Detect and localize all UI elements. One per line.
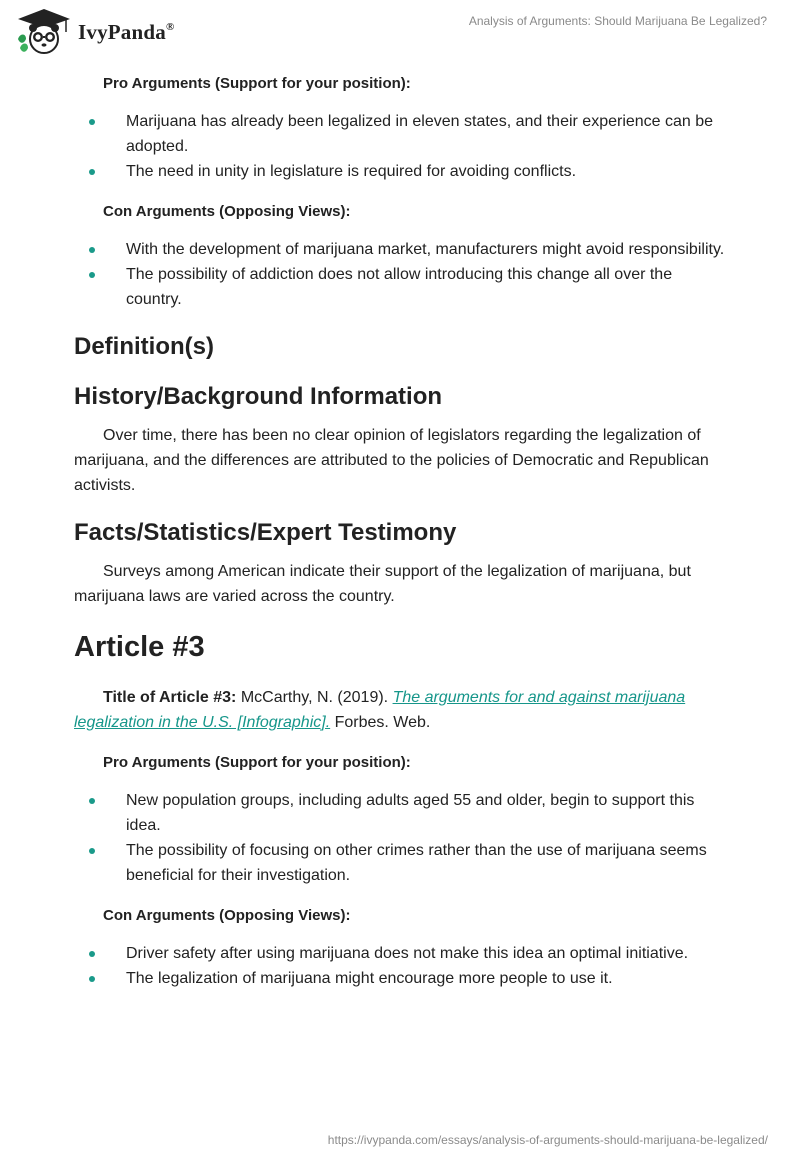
citation-tail: Forbes. Web. bbox=[330, 714, 431, 731]
document-title: Analysis of Arguments: Should Marijuana Be Legalized? bbox=[468, 14, 767, 28]
pro-arguments-heading: Pro Arguments (Support for your position): bbox=[103, 754, 411, 771]
panda-graduate-icon bbox=[14, 6, 74, 56]
bullet-icon bbox=[89, 169, 95, 175]
con-arguments-heading: Con Arguments (Opposing Views): bbox=[103, 907, 351, 924]
bullet-icon bbox=[89, 976, 95, 982]
history-heading: History/Background Information bbox=[74, 383, 443, 410]
list-item: New population groups, including adults aged 55 and older, begin to support this idea. bbox=[74, 788, 726, 838]
bullet-icon bbox=[89, 798, 95, 804]
list-item: The possibility of addiction does not allow introducing this change all over the country. bbox=[74, 262, 726, 312]
bullet-icon bbox=[89, 247, 95, 253]
history-paragraph: Over time, there has been no clear opinion of legislators regarding the legalization of marijuana, and the differences are attributed to the policies of Democratic and Republican activists. bbox=[74, 427, 709, 494]
brand-name: IvyPanda® bbox=[78, 19, 175, 44]
essay-content bbox=[74, 74, 726, 1006]
list-item: Marijuana has already been legalized in eleven states, and their experience can be adopted. bbox=[74, 109, 726, 159]
list-item: With the development of marijuana market, manufacturers might avoid responsibility. bbox=[74, 237, 726, 262]
citation-link[interactable]: The arguments for and against marijuana legalization in the U.S. [Infographic]. bbox=[74, 689, 686, 731]
facts-heading: Facts/Statistics/Expert Testimony bbox=[74, 519, 457, 546]
pro-arguments-list bbox=[74, 788, 726, 888]
citation-label: Title of Article #3: bbox=[103, 689, 237, 706]
con-arguments-list bbox=[74, 941, 726, 991]
bullet-icon bbox=[89, 119, 95, 125]
bullet-icon bbox=[89, 951, 95, 957]
con-arguments-list bbox=[74, 237, 726, 312]
article-citation bbox=[74, 685, 726, 735]
article-3-heading: Article #3 bbox=[74, 631, 205, 663]
brand-logo[interactable] bbox=[14, 6, 174, 56]
list-item: The possibility of focusing on other crimes rather than the use of marijuana seems beneficial for their investigation. bbox=[74, 838, 726, 888]
pro-arguments-list bbox=[74, 109, 726, 184]
bullet-icon bbox=[89, 848, 95, 854]
facts-paragraph: Surveys among American indicate their support of the legalization of marijuana, but marijuana laws are varied across the country. bbox=[74, 563, 691, 605]
bullet-icon bbox=[89, 272, 95, 278]
pro-arguments-heading: Pro Arguments (Support for your position): bbox=[103, 75, 411, 92]
citation-author: McCarthy, N. (2019). bbox=[236, 689, 393, 706]
con-arguments-heading: Con Arguments (Opposing Views): bbox=[103, 203, 351, 220]
source-url[interactable]: https://ivypanda.com/essays/analysis-of-arguments-should-marijuana-be-legalized/ bbox=[327, 1133, 768, 1147]
definitions-heading: Definition(s) bbox=[74, 333, 214, 360]
list-item: Driver safety after using marijuana does not make this idea an optimal initiative. bbox=[74, 941, 726, 966]
list-item: The need in unity in legislature is required for avoiding conflicts. bbox=[74, 159, 726, 184]
list-item: The legalization of marijuana might encourage more people to use it. bbox=[74, 966, 726, 991]
